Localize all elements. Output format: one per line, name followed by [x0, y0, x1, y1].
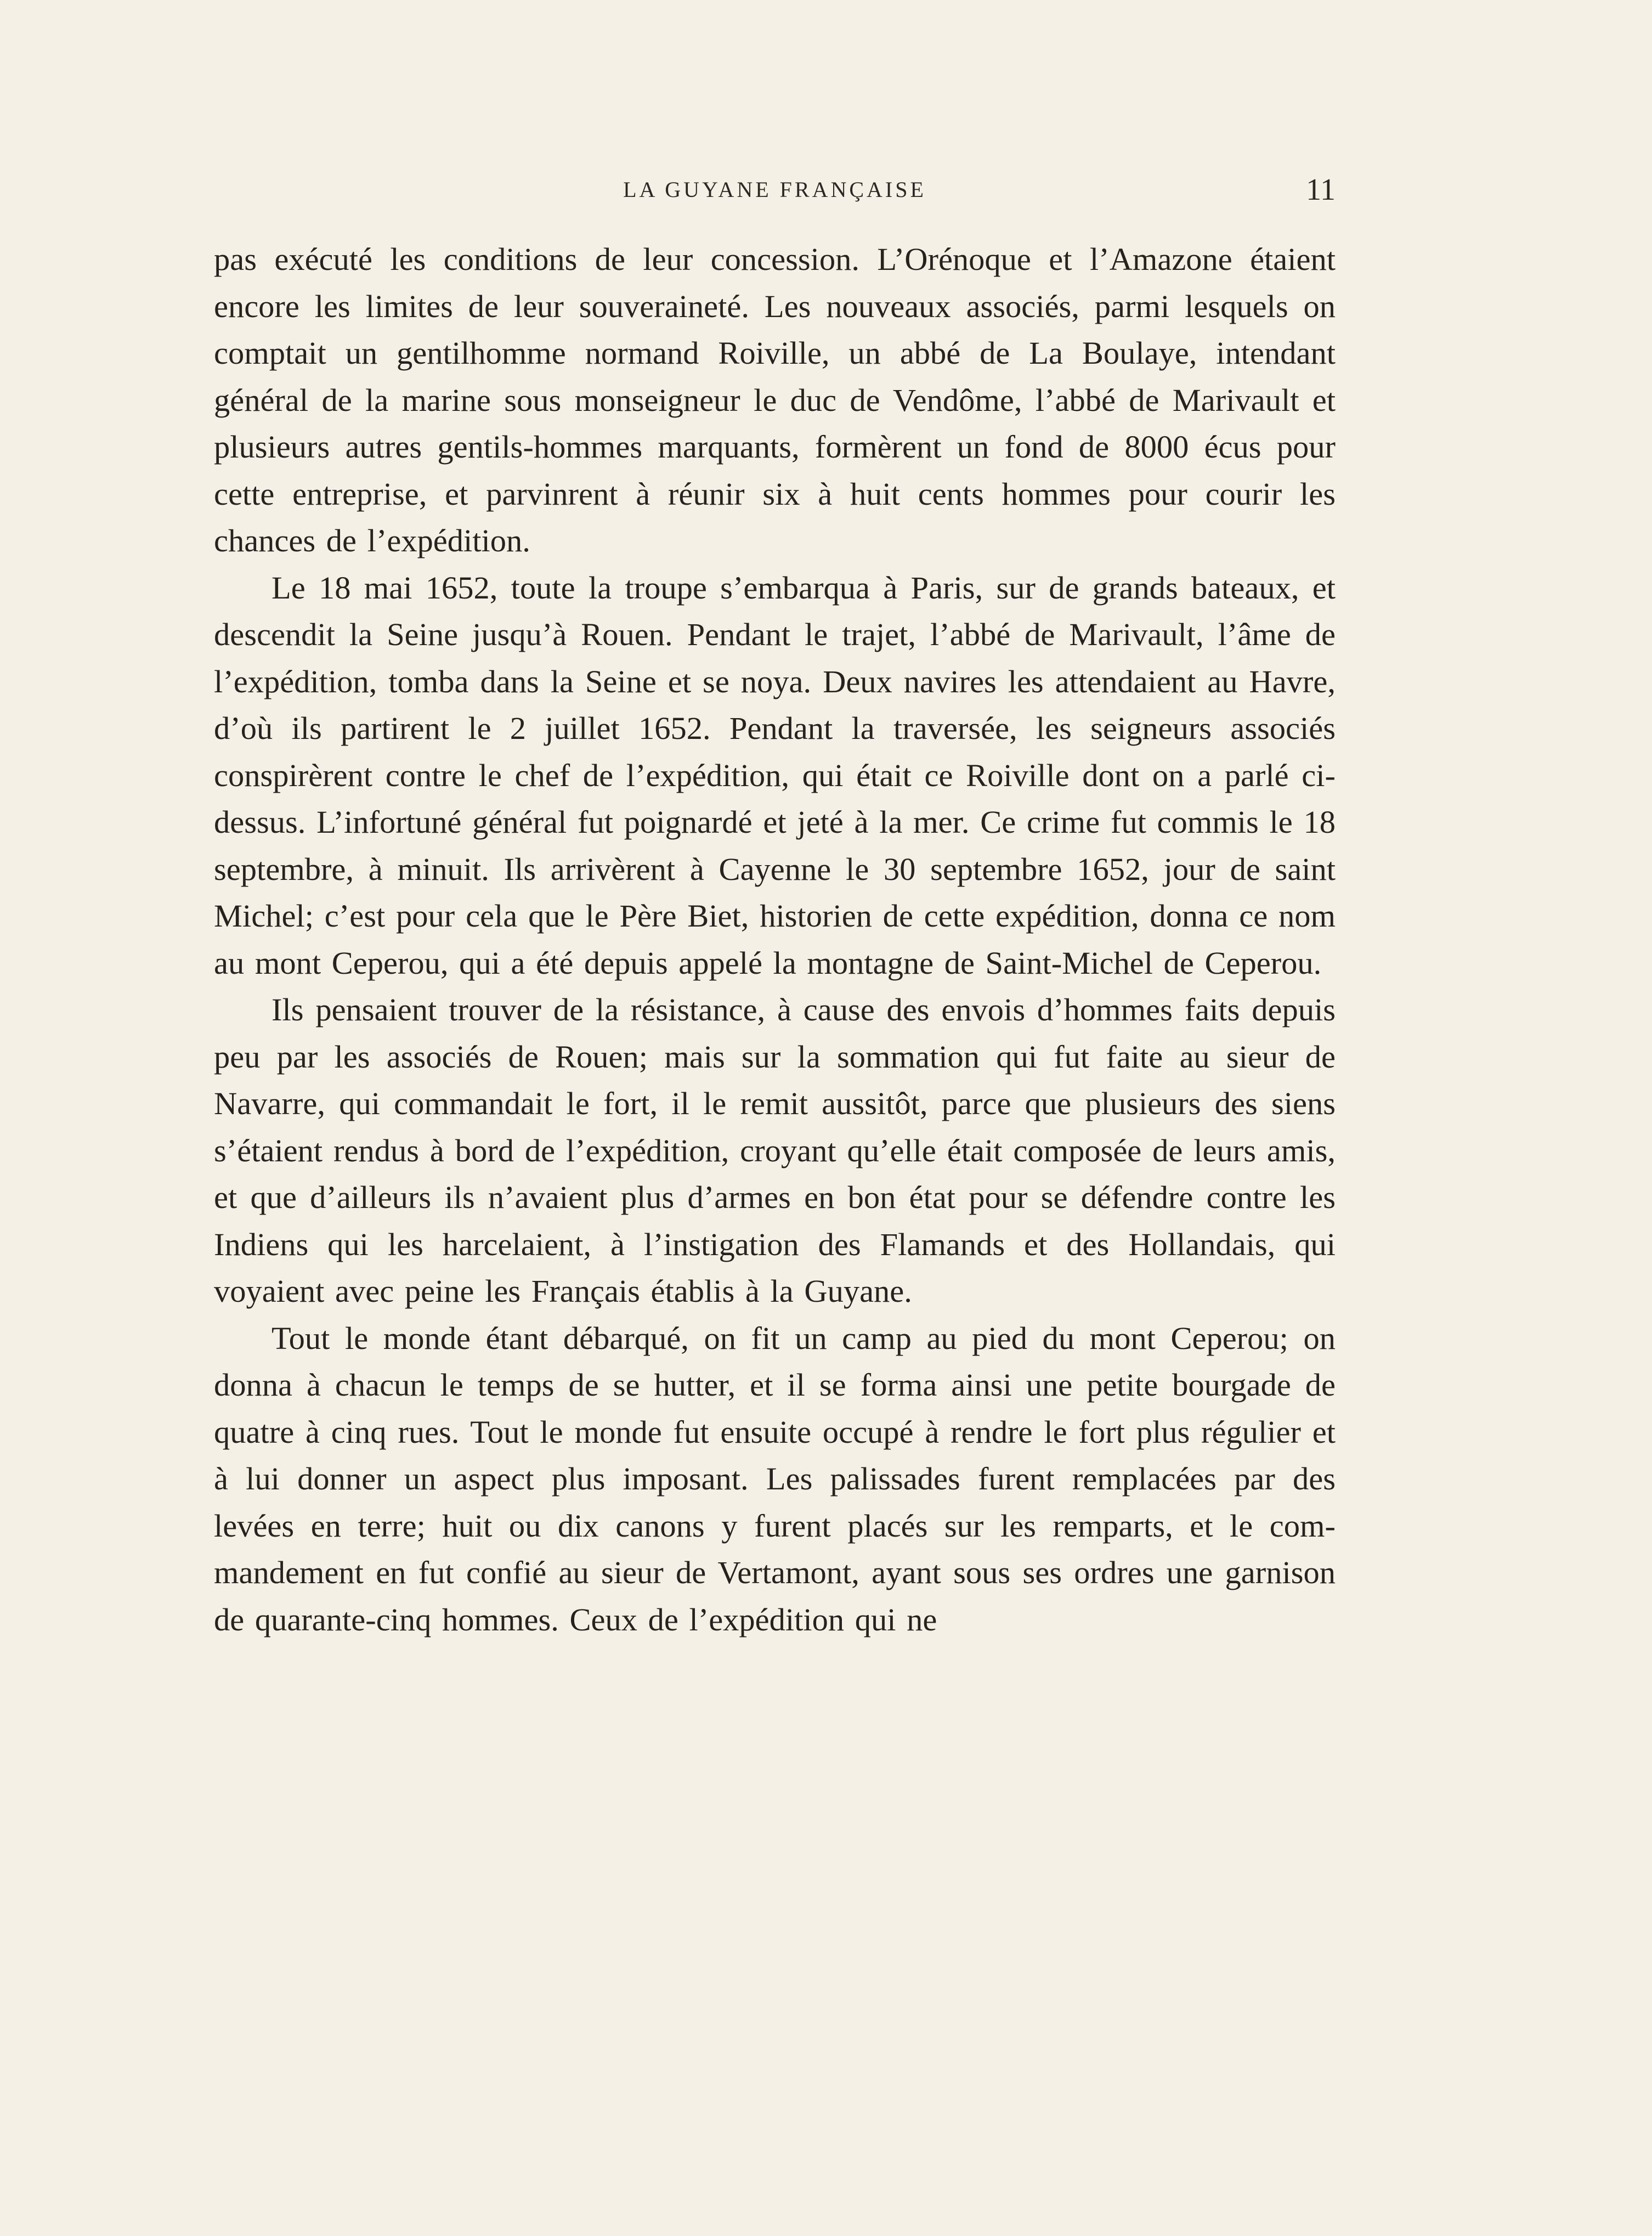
running-title: LA GUYANE FRANÇAISE — [623, 177, 926, 202]
paragraph-continued: pas exécuté les conditions de leur concession. L’Orénoque et l’Amazone étaient encore les limites de leur souveraineté. Les nouveaux associés, parmi lesquels on comptait un gentilhomme normand Roiville, un abbé de La Boulaye, intendant général de la marine sous monseigneur le duc de Vendôme, l’abbé de Marivault et plusieurs autres gentils-hommes marquants, formèrent un fond de 8000 écus pour cette entreprise, et parvinrent à réunir six à huit cents hommes pour courir les chances de l’expédition. — [214, 241, 1336, 558]
running-header — [214, 172, 1336, 211]
body-text — [214, 236, 1336, 1643]
paragraph: Ils pensaient trouver de la résistance, à cause des envois d’hommes faits depuis peu par les associés de Rouen; mais sur la sommation qui fut faite au sieur de Navarre, qui commandait le fort, il le remit aussitôt, parce que plusieurs des siens s’étaient rendus à bord de l’expédition, croyant qu’elle était composée de leurs amis, et que d’ailleurs ils n’avaient plus d’armes en bon état pour se défendre contre les Indiens qui les harcelaient, à l’instigation des Flamands et des Hollandais, qui voyaient avec peine les Français établis à la Guyane. — [214, 992, 1336, 1309]
paragraph: Le 18 mai 1652, toute la troupe s’embarqua à Paris, sur de grands bateaux, et descendit la Seine jusqu’à Rouen. Pendant le trajet, l’abbé de Marivault, l’âme de l’expédition, tomba dans la Seine et se noya. Deux navires les attendaient au Havre, d’où ils partirent le 2 juillet 1652. Pendant la traversée, les seigneurs associés conspirèrent contre le chef de l’expédition, qui était ce Roiville dont on a parlé ci-dessus. L’infortuné général fut poignardé et jeté à la mer. Ce crime fut commis le 18 septembre, à minuit. Ils arrivèrent à Cayenne le 30 septembre 1652, jour de saint Michel; c’est pour cela que le Père Biet, historien de cette expédition, donna ce nom au mont Ceperou, qui a été depuis appelé la montagne de Saint-Michel de Ceperou. — [214, 569, 1336, 981]
paragraph: Tout le monde étant débarqué, on fit un camp au pied du mont Ceperou; on donna à chacun le temps de se hutter, et il se forma ainsi une petite bourgade de quatre à cinq rues. Tout le monde fut ensuite occupé à rendre le fort plus régulier et à lui donner un aspect plus imposant. Les palissades furent remplacées par des levées en terre; huit ou dix canons y furent placés sur les remparts, et le com-mandement en fut confié au sieur de Vertamont, ayant sous ses ordres une garnison de quarante-cinq hommes. Ceux de l’expédition qui ne — [214, 1320, 1336, 1638]
page-number: 11 — [1306, 173, 1336, 207]
